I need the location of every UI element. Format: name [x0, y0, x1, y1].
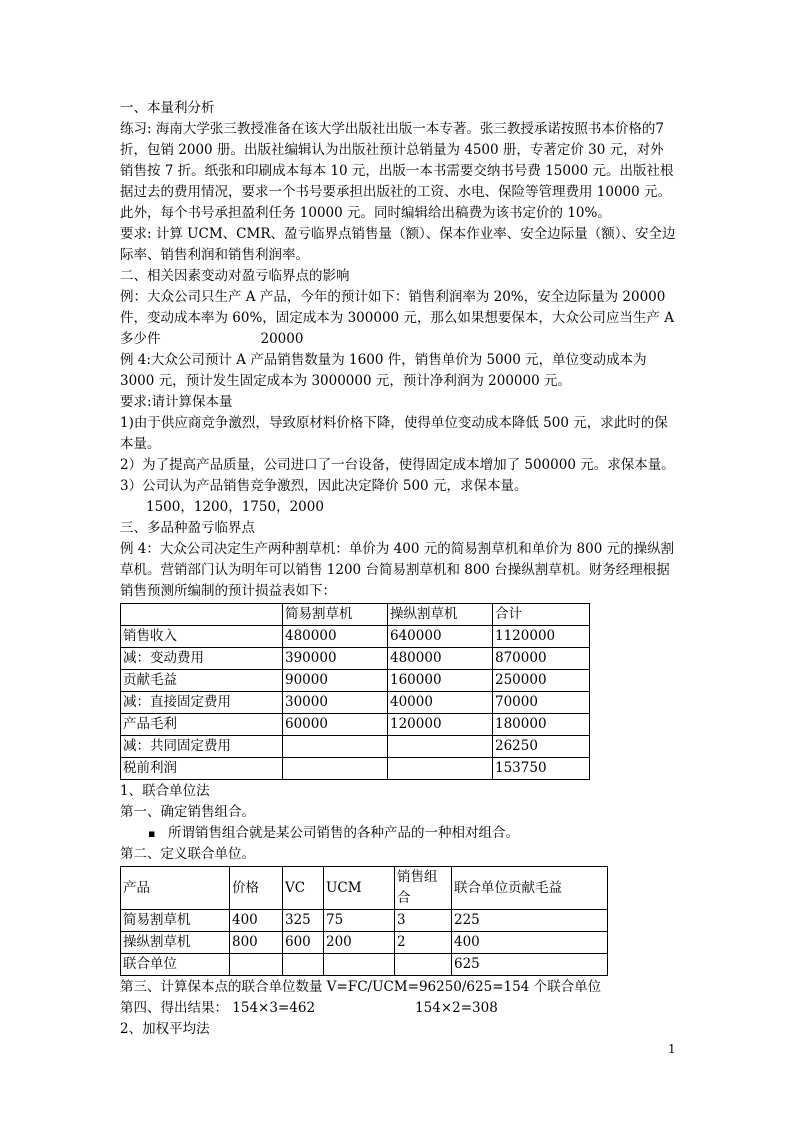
- table-cell: 480000: [388, 648, 493, 670]
- table-cell: VC: [283, 867, 324, 910]
- table-row: [121, 626, 590, 648]
- table-cell: 325: [283, 910, 324, 932]
- table-cell: 400: [230, 910, 283, 932]
- table-cell: 225: [452, 910, 608, 932]
- bullet-icon: ▪: [148, 827, 156, 840]
- table-cell: 180000: [493, 714, 590, 736]
- question-2: 2）为了提高产品质量，公司进口了一台设备，使得固定成本增加了 500000 元。求保本量。: [120, 457, 675, 473]
- answers-line: 1500，1200，1750，2000: [146, 499, 324, 515]
- table-cell: UCM: [324, 867, 395, 910]
- step-4-text: 第四、得出结果： 154×3=462: [120, 1000, 316, 1016]
- step-4: [120, 998, 676, 1019]
- document-body: [120, 98, 676, 1040]
- example-answer: 20000: [260, 331, 304, 347]
- table-cell: 625: [452, 954, 608, 976]
- table-cell: 600: [283, 932, 324, 954]
- table-cell: 3: [395, 910, 452, 932]
- table-cell: [121, 604, 283, 626]
- table-cell: [283, 736, 388, 758]
- table-cell: 销售组合: [395, 867, 452, 910]
- example4-paragraph: 例 4:大众公司预计 A 产品销售数量为 1600 件，销售单价为 5000 元，单位变动成本为 3000 元，预计发生固定成本为 3000000 元，预计净利润为 200000 元。: [120, 352, 647, 389]
- step-3: 第三、计算保本点的联合单位数量 V=FC/UCM=96250/625=154 个联合单位: [120, 979, 602, 995]
- question-1: 1)由于供应商竞争激烈，导致原材料价格下降，使得单位变动成本降低 500 元，求此时的保本量。: [120, 415, 668, 452]
- section-heading-1: 一、本量利分析: [120, 100, 215, 116]
- table-cell: 70000: [493, 692, 590, 714]
- table-cell: 操纵割草机: [388, 604, 493, 626]
- table-cell: 30000: [283, 692, 388, 714]
- table-cell: [324, 954, 395, 976]
- question-3: 3）公司认为产品销售竞争激烈，因此决定降价 500 元，求保本量。: [120, 478, 528, 494]
- requirement-paragraph: 要求: 计算 UCM、CMR、盈亏临界点销售量（额）、保本作业率、安全边际量（额）、安全边际率、销售利润和销售利润率。: [120, 226, 676, 263]
- table-cell: 减：共同固定费用: [121, 736, 283, 758]
- table-cell: 价格: [230, 867, 283, 910]
- method-heading-1: 1、联合单位法: [120, 783, 210, 799]
- step-4-result: 154×2=308: [415, 1000, 498, 1016]
- requirement-heading: 要求:请计算保本量: [120, 394, 233, 410]
- table-cell: 销售收入: [121, 626, 283, 648]
- table-cell: 40000: [388, 692, 493, 714]
- section-heading-3: 三、多品种盈亏临界点: [120, 520, 255, 536]
- table-cell: [283, 758, 388, 780]
- table-cell: [395, 954, 452, 976]
- table-cell: 160000: [388, 670, 493, 692]
- bullet-item: [120, 823, 676, 844]
- table-cell: 贡献毛益: [121, 670, 283, 692]
- table-cell: [388, 736, 493, 758]
- step-1: 第一、确定销售组合。: [120, 804, 255, 820]
- table-cell: [283, 954, 324, 976]
- table-row: [121, 670, 590, 692]
- table-cell: 减：变动费用: [121, 648, 283, 670]
- table-cell: 390000: [283, 648, 388, 670]
- table-cell: 640000: [388, 626, 493, 648]
- method-heading-2: 2、加权平均法: [120, 1021, 210, 1037]
- multi-product-example: 例 4：大众公司决定生产两种割草机：单价为 400 元的简易割草机和单价为 800 元的操纵割草机。营销部门认为明年可以销售 1200 台简易割草机和 800 台操纵割草机。财务经理根据销售预测所编制的预计损益表如下：: [120, 541, 675, 599]
- table-cell: 90000: [283, 670, 388, 692]
- table-cell: 操纵割草机: [121, 932, 230, 954]
- example-text: 例：大众公司只生产 A 产品，今年的预计如下：销售利润率为 20%，安全边际量为 20000 件，变动成本率为 60%，固定成本为 300000 元，那么如果想要保本，大众公司应当生产 A 多少件: [120, 289, 674, 347]
- table-cell: [388, 758, 493, 780]
- table-cell: 800: [230, 932, 283, 954]
- income-statement-table: [120, 603, 590, 780]
- table-row: [121, 604, 590, 626]
- table-cell: 1120000: [493, 626, 590, 648]
- table-row: [121, 736, 590, 758]
- table-row: [121, 648, 590, 670]
- table-cell: 联合单位: [121, 954, 230, 976]
- table-cell: 26250: [493, 736, 590, 758]
- table-row: [121, 954, 608, 976]
- table-cell: 简易割草机: [283, 604, 388, 626]
- table-cell: 税前利润: [121, 758, 283, 780]
- table-cell: 400: [452, 932, 608, 954]
- table-row: [121, 932, 608, 954]
- joint-unit-table: [120, 866, 608, 976]
- page-number: 1: [668, 1042, 676, 1056]
- table-row: [121, 758, 590, 780]
- table-cell: 减：直接固定费用: [121, 692, 283, 714]
- bullet-text: 所谓销售组合就是某公司销售的各种产品的一种相对组合。: [168, 825, 519, 841]
- table-cell: 480000: [283, 626, 388, 648]
- table-cell: 2: [395, 932, 452, 954]
- table-cell: 75: [324, 910, 395, 932]
- table-row: [121, 910, 608, 932]
- table-cell: 200: [324, 932, 395, 954]
- table-cell: 120000: [388, 714, 493, 736]
- table-row: [121, 692, 590, 714]
- step-2: 第二、定义联合单位。: [120, 846, 255, 862]
- table-cell: 联合单位贡献毛益: [452, 867, 608, 910]
- table-cell: 产品: [121, 867, 230, 910]
- table-cell: 250000: [493, 670, 590, 692]
- table-row: [121, 714, 590, 736]
- example-paragraph: [120, 287, 676, 350]
- section-heading-2: 二、相关因素变动对盈亏临界点的影响: [120, 268, 350, 284]
- table-cell: 153750: [493, 758, 590, 780]
- table-cell: 870000: [493, 648, 590, 670]
- table-cell: 简易割草机: [121, 910, 230, 932]
- table-cell: 合计: [493, 604, 590, 626]
- table-cell: 产品毛利: [121, 714, 283, 736]
- table-cell: [230, 954, 283, 976]
- table-cell: 60000: [283, 714, 388, 736]
- exercise-paragraph: 练习: 海南大学张三教授准备在该大学出版社出版一本专著。张三教授承诺按照书本价格的7折，包销 2000 册。出版社编辑认为出版社预计总销量为 4500 册，专著定价 30 元，对外销售按 7 折。纸张和印刷成本每本 10 元，出版一本书需要交纳书号费 15000 元。出版社根据过去的费用情况，要求一个书号要承担出版社的工资、水电、保险等管理费用 10000 元。此外，每个书号承担盈利任务 10000 元。同时编辑给出稿费为该书定价的 10%。: [120, 121, 674, 221]
- table-row: [121, 867, 608, 910]
